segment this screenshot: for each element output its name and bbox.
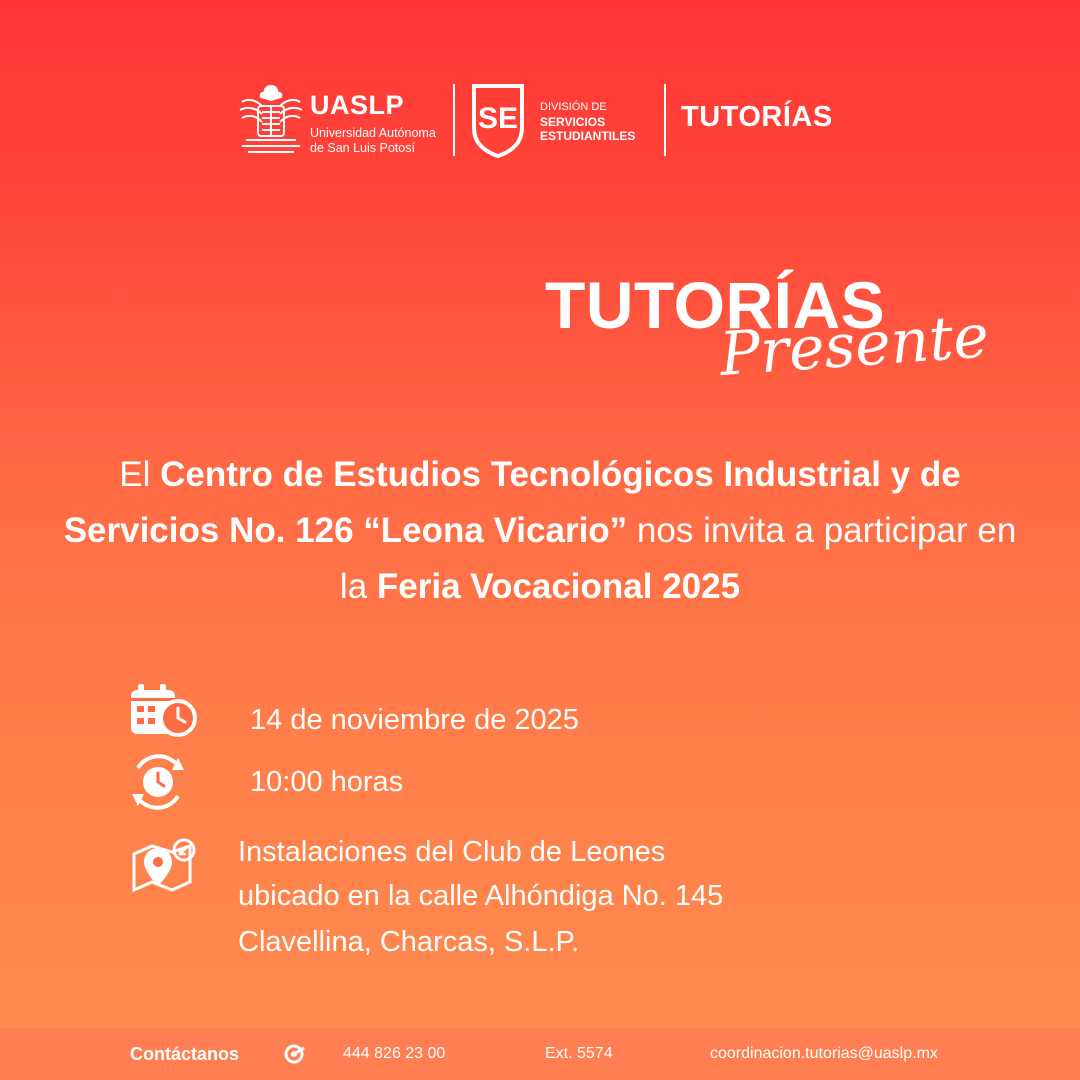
- uaslp-wordmark: UASLP: [310, 90, 405, 120]
- event-location-line2: ubicado en la calle Alhóndiga No. 145: [238, 880, 724, 912]
- dse-line3: ESTUDIANTILES: [540, 129, 636, 143]
- contact-email[interactable]: coordinacion.tutorias@uaslp.mx: [710, 1045, 938, 1062]
- location-pin-icon: [128, 836, 198, 896]
- uaslp-eagle-seal-icon: [238, 80, 304, 158]
- title-script: Presente: [717, 301, 991, 390]
- calendar-clock-icon: [128, 684, 198, 738]
- header-divider: [664, 84, 666, 156]
- contact-extension: Ext. 5574: [545, 1045, 613, 1062]
- uaslp-subtitle-line2: de San Luis Potosí: [310, 141, 415, 155]
- contact-label: Contáctanos: [130, 1044, 240, 1064]
- dse-line1: DIVISIÓN DE: [540, 101, 607, 113]
- event-date: 14 de noviembre de 2025: [250, 704, 579, 736]
- uaslp-subtitle-line1: Universidad Autónoma: [310, 126, 436, 140]
- dse-monogram: SE: [477, 102, 519, 135]
- dse-shield-logo: [470, 82, 526, 158]
- header-program-name: TUTORÍAS: [681, 101, 833, 133]
- dse-line2: SERVICIOS: [540, 115, 606, 129]
- invitation-event: Feria Vocacional 2025: [376, 567, 741, 606]
- page-title: TUTORÍAS: [545, 268, 886, 342]
- invitation-middle: nos invita a participar en la: [339, 511, 1017, 606]
- header-divider: [453, 84, 455, 156]
- invitation-intro: El: [119, 455, 151, 494]
- contact-phone[interactable]: 444 826 23 00: [343, 1045, 446, 1062]
- contact-footer: [0, 1028, 1080, 1080]
- phone-icon: [284, 1044, 306, 1064]
- event-location-line3: Clavellina, Charcas, S.L.P.: [238, 926, 580, 958]
- event-location-line1: Instalaciones del Club de Leones: [238, 836, 666, 868]
- event-time: 10:00 horas: [250, 766, 404, 798]
- invitation-organization: Centro de Estudios Tecnológicos Industrial y de Servicios No. 126 “Leona Vicario”: [63, 455, 961, 550]
- clock-refresh-icon: [128, 754, 188, 810]
- invitation-text: [60, 447, 1020, 615]
